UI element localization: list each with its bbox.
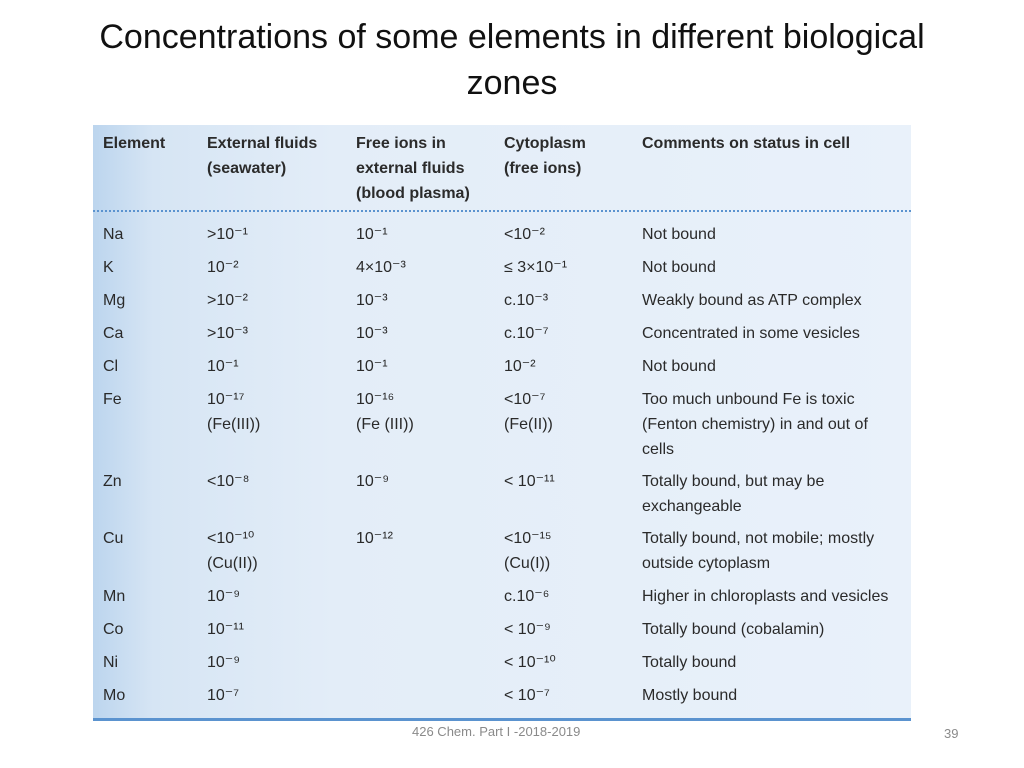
cell-seawater: >10⁻² bbox=[207, 292, 248, 309]
cell-comment: Totally bound (cobalamin) bbox=[642, 621, 825, 638]
table-header-row bbox=[93, 125, 911, 212]
cell-element: Zn bbox=[103, 473, 122, 490]
slide-footer: 426 Chem. Part I -2018-2019 bbox=[412, 724, 581, 739]
cell-cytoplasm: < 10⁻⁷ bbox=[504, 687, 550, 704]
cell-seawater: 10⁻¹⁷ (Fe(III)) bbox=[207, 391, 261, 433]
cell-seawater: <10⁻¹⁰ (Cu(II)) bbox=[207, 530, 258, 572]
cell-cytoplasm: <10⁻⁷ (Fe(II)) bbox=[504, 391, 553, 433]
cell-element: Ca bbox=[103, 325, 124, 342]
cell-element: K bbox=[103, 259, 114, 276]
cell-blood-plasma: 4×10⁻³ bbox=[356, 259, 406, 276]
page-number: 39 bbox=[944, 726, 959, 741]
cell-cytoplasm: c.10⁻³ bbox=[504, 292, 549, 309]
cell-seawater: >10⁻³ bbox=[207, 325, 248, 342]
cell-seawater: 10⁻⁹ bbox=[207, 588, 241, 605]
cell-blood-plasma: 10⁻¹ bbox=[356, 226, 388, 243]
header-cytoplasm: Cytoplasm (free ions) bbox=[504, 135, 586, 177]
cell-blood-plasma: 10⁻¹⁶ (Fe (III)) bbox=[356, 391, 414, 433]
cell-element: Na bbox=[103, 226, 124, 243]
cell-seawater: >10⁻¹ bbox=[207, 226, 248, 243]
cell-cytoplasm: < 10⁻⁹ bbox=[504, 621, 551, 638]
cell-element: Cu bbox=[103, 530, 124, 547]
cell-comment: Totally bound bbox=[642, 654, 737, 671]
cell-seawater: <10⁻⁸ bbox=[207, 473, 250, 490]
cell-blood-plasma: 10⁻¹² bbox=[356, 530, 393, 547]
cell-seawater: 10⁻⁷ bbox=[207, 687, 240, 704]
cell-element: Fe bbox=[103, 391, 122, 408]
cell-cytoplasm: c.10⁻⁷ bbox=[504, 325, 549, 342]
cell-cytoplasm: <10⁻¹⁵ (Cu(I)) bbox=[504, 530, 552, 572]
cell-cytoplasm: <10⁻² bbox=[504, 226, 545, 243]
cell-blood-plasma: 10⁻⁹ bbox=[356, 473, 390, 490]
cell-seawater: 10⁻¹ bbox=[207, 358, 239, 375]
cell-blood-plasma: 10⁻¹ bbox=[356, 358, 388, 375]
cell-element: Cl bbox=[103, 358, 119, 375]
cell-comment: Not bound bbox=[642, 259, 716, 276]
cell-element: Co bbox=[103, 621, 124, 638]
cell-seawater: 10⁻² bbox=[207, 259, 239, 276]
cell-cytoplasm: < 10⁻¹⁰ bbox=[504, 654, 556, 671]
cell-comment: Weakly bound as ATP complex bbox=[642, 292, 862, 309]
header-comments: Comments on status in cell bbox=[642, 135, 851, 152]
cell-cytoplasm: 10⁻² bbox=[504, 358, 536, 375]
cell-element: Ni bbox=[103, 654, 119, 671]
header-blood-plasma: Free ions in external fluids (blood plasma) bbox=[356, 135, 470, 202]
cell-element: Mo bbox=[103, 687, 126, 704]
cell-blood-plasma: 10⁻³ bbox=[356, 325, 388, 342]
cell-comment: Too much unbound Fe is toxic (Fenton chemistry) in and out of cells bbox=[642, 391, 868, 458]
cell-comment: Mostly bound bbox=[642, 687, 738, 704]
cell-comment: Not bound bbox=[642, 358, 716, 375]
cell-seawater: 10⁻⁹ bbox=[207, 654, 241, 671]
cell-cytoplasm: c.10⁻⁶ bbox=[504, 588, 550, 605]
cell-comment: Totally bound, but may be exchangeable bbox=[642, 473, 825, 515]
element-concentration-table bbox=[93, 125, 911, 721]
cell-comment: Not bound bbox=[642, 226, 716, 243]
cell-element: Mg bbox=[103, 292, 126, 309]
slide-title: Concentrations of some elements in different biological zones bbox=[99, 18, 925, 102]
header-seawater: External fluids (seawater) bbox=[207, 135, 318, 177]
cell-comment: Concentrated in some vesicles bbox=[642, 325, 860, 342]
cell-blood-plasma: 10⁻³ bbox=[356, 292, 388, 309]
cell-element: Mn bbox=[103, 588, 126, 605]
cell-cytoplasm: ≤ 3×10⁻¹ bbox=[504, 259, 568, 276]
cell-seawater: 10⁻¹¹ bbox=[207, 621, 244, 638]
cell-comment: Totally bound, not mobile; mostly outside cytoplasm bbox=[642, 530, 875, 572]
cell-cytoplasm: < 10⁻¹¹ bbox=[504, 473, 555, 490]
header-element: Element bbox=[103, 135, 166, 152]
cell-comment: Higher in chloroplasts and vesicles bbox=[642, 588, 889, 605]
